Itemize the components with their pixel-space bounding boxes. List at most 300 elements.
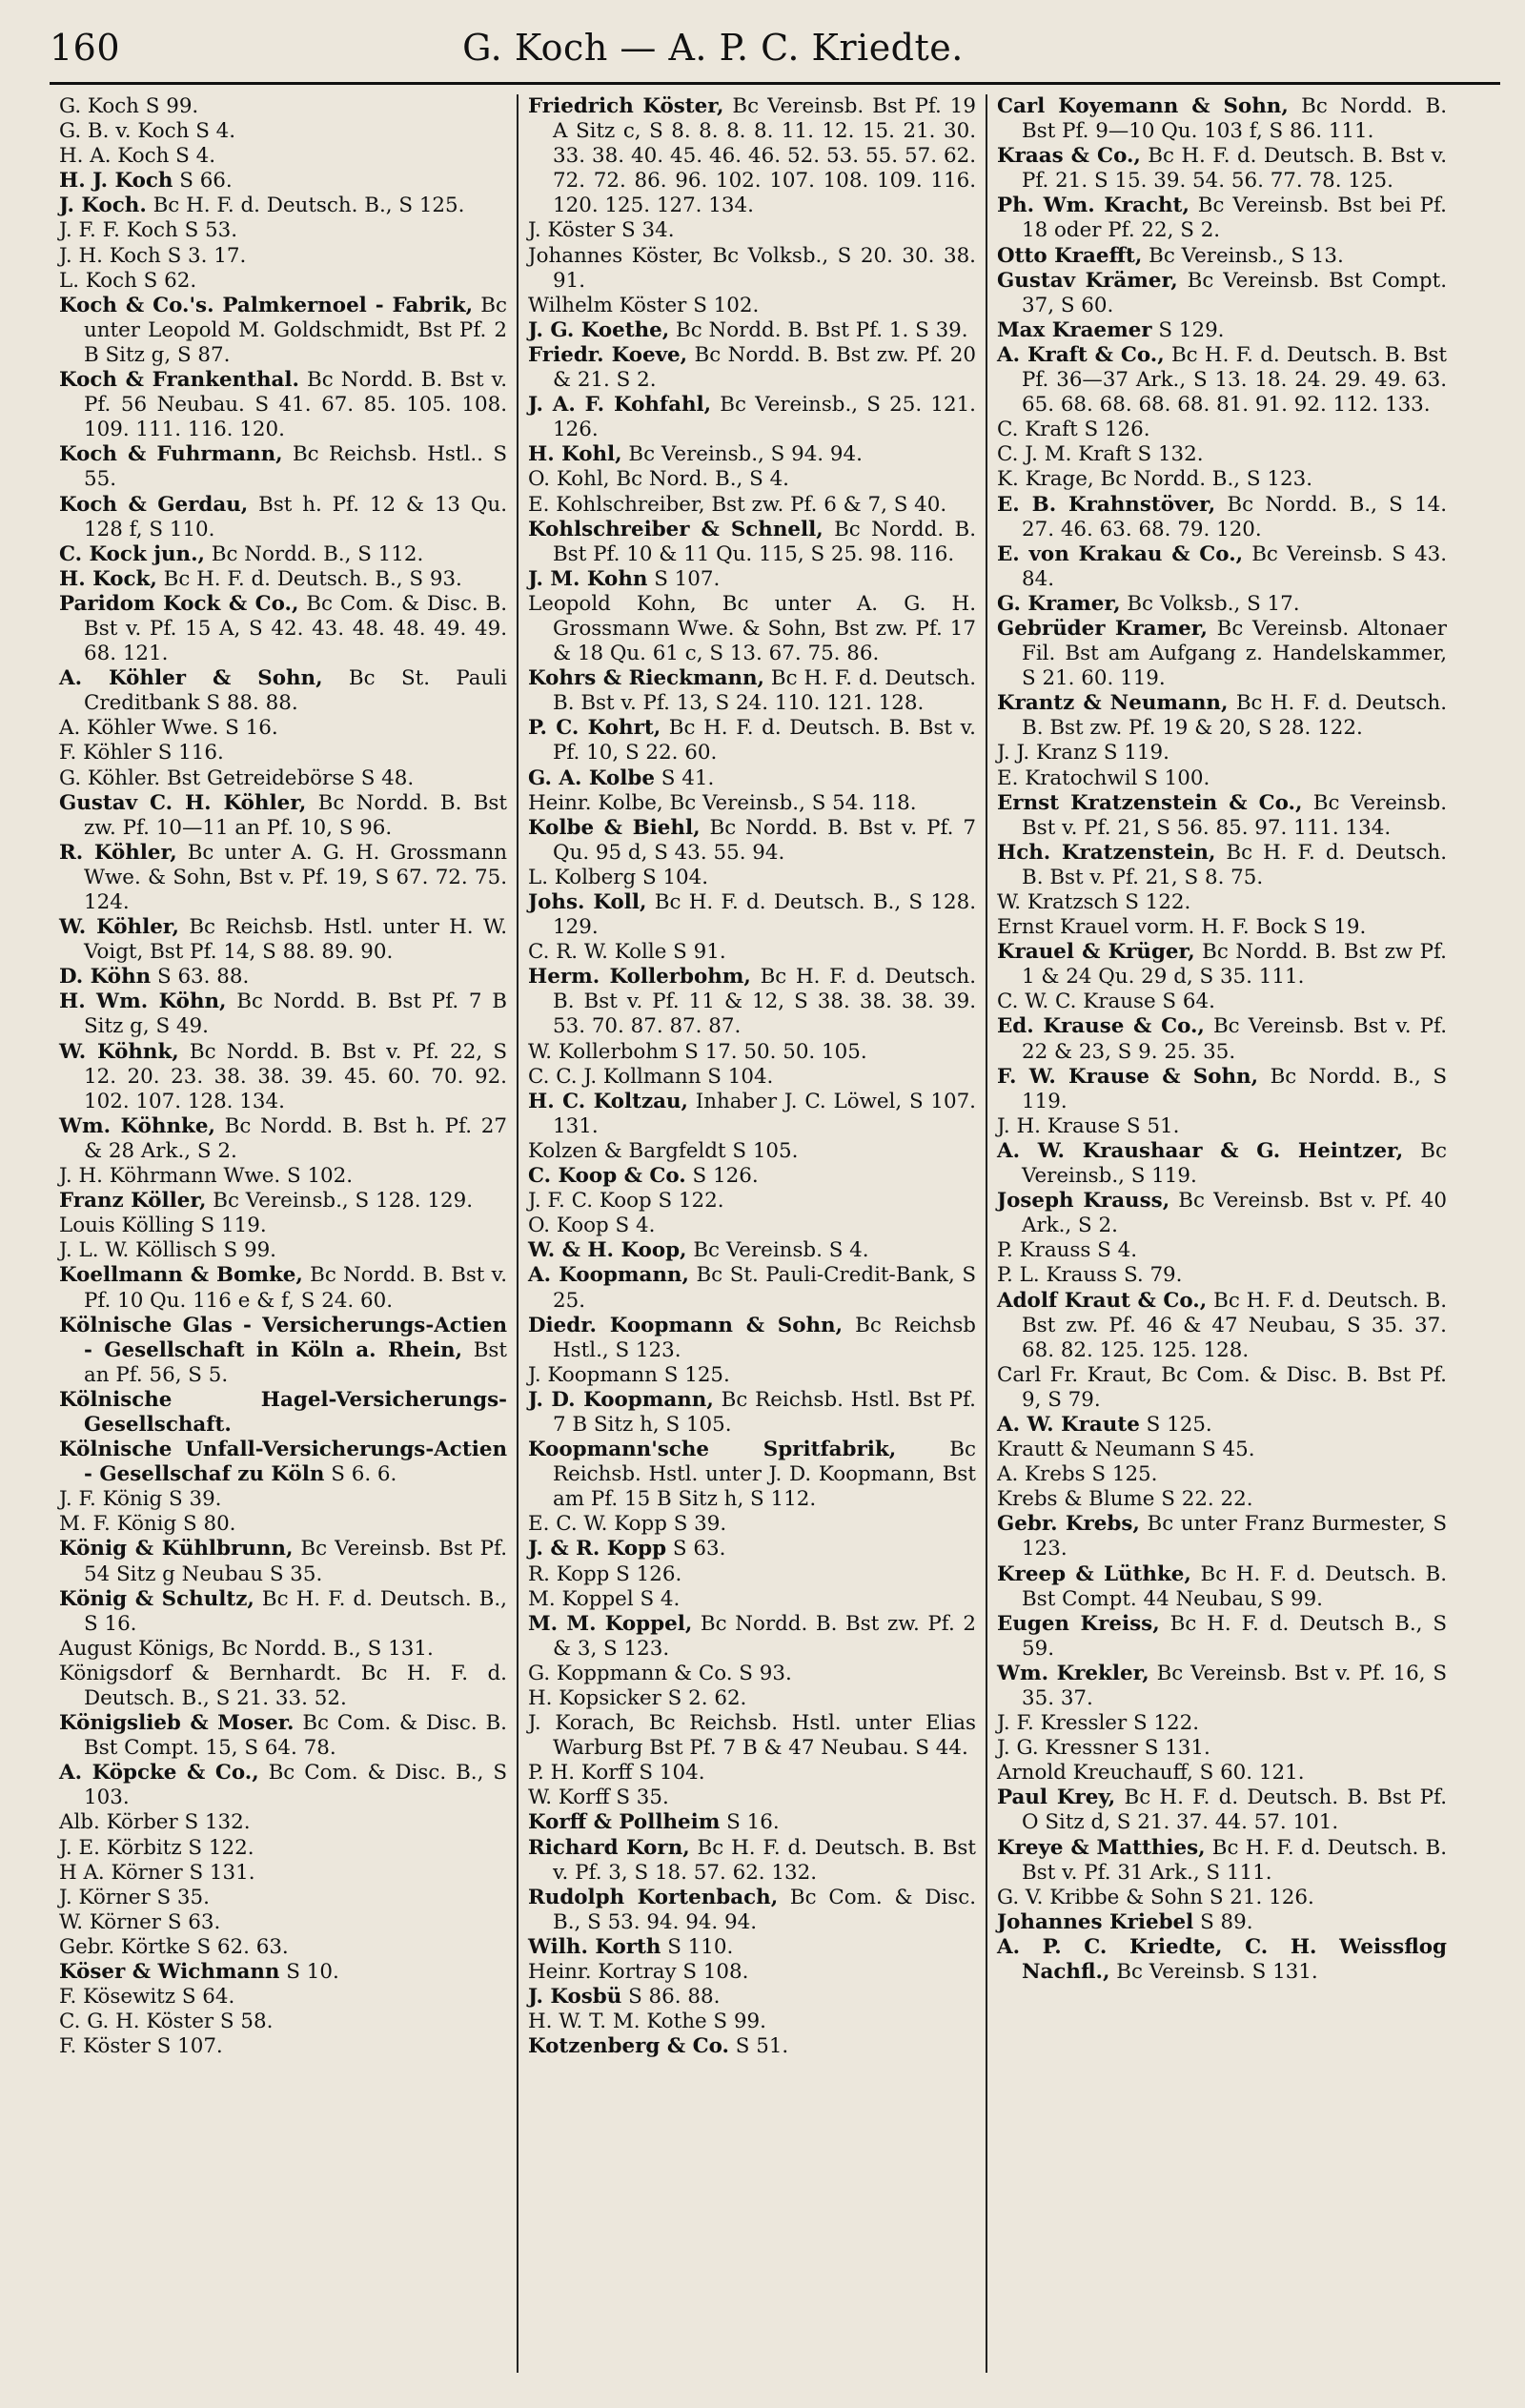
entry-name: Adolf Kraut & Co., bbox=[997, 1288, 1208, 1313]
entry-name: H. Kock, bbox=[59, 566, 157, 591]
entry-details: Leopold Kohn, Bc unter A. G. H. Grossmann Wwe. & Sohn, Bst zw. Pf. 17 & 18 Qu. 61 c, S 13. 67. 75. 86. bbox=[528, 591, 976, 666]
directory-entry bbox=[528, 1189, 976, 1214]
entry-details: S 66. bbox=[173, 169, 233, 194]
entry-name: Gebr. Krebs, bbox=[997, 1512, 1140, 1537]
entry-details: Bc Reichsb. Hstl.. S 55. bbox=[84, 442, 507, 492]
entry-details: Bc St. Pauli-Credit-Bank, S 25. bbox=[553, 1263, 976, 1313]
directory-entry bbox=[528, 2010, 976, 2034]
entry-details: J. F. König S 39. bbox=[59, 1487, 222, 1512]
entry-name: Kölnische Unfall-Versicherungs-Actien - Gesellschaf zu Köln bbox=[59, 1438, 507, 1487]
entry-details: S 63. 88. bbox=[151, 965, 250, 990]
entry-details: S 41. bbox=[654, 765, 715, 790]
directory-entry bbox=[528, 1314, 976, 1363]
entry-details: Bc Vereinsb. Bst v. Pf. 40 Ark., S 2. bbox=[1022, 1189, 1448, 1238]
entry-name: Köser & Wichmann bbox=[59, 1960, 280, 1985]
directory-entry bbox=[997, 1263, 1447, 1288]
entry-name: Otto Kraefft, bbox=[997, 243, 1143, 268]
directory-entry bbox=[59, 1810, 507, 1835]
entry-name: J. D. Koopmann, bbox=[528, 1387, 714, 1412]
entry-name: Kreep & Lüthke, bbox=[997, 1561, 1191, 1586]
entry-details: Bc Vereinsb. Bst Pf. 19 A Sitz c, S 8. 8. 8. 8. 11. 12. 15. 21. 30. 33. 38. 40. 45. 46. 46. 52. 53. 55. 57. 62. 72. 72. 86. 96. 102. 107. 108. 109. 116. 120. 125. 127. 134. bbox=[553, 94, 976, 218]
entry-name: Krauel & Krüger, bbox=[997, 940, 1195, 965]
directory-entry bbox=[997, 791, 1447, 841]
entry-details: J. F. F. Koch S 53. bbox=[59, 218, 238, 243]
entry-details: Heinr. Kolbe, Bc Vereinsb., S 54. 118. bbox=[528, 790, 917, 815]
directory-entry bbox=[997, 617, 1447, 691]
directory-entry bbox=[528, 1388, 976, 1438]
entry-details: Bc Nordd. B. Bst Pf. 10 & 11 Qu. 115, S 25. 98. 116. bbox=[553, 517, 976, 566]
entry-name: P. C. Kohrt, bbox=[528, 716, 661, 741]
directory-entry bbox=[997, 244, 1447, 269]
entry-name: A. W. Kraushaar & G. Heintzer, bbox=[997, 1138, 1404, 1163]
entry-details: G. B. v. Koch S 4. bbox=[59, 119, 236, 144]
directory-entry bbox=[528, 393, 976, 442]
entry-name: H. Wm. Köhn, bbox=[59, 990, 227, 1014]
entry-details: S 110. bbox=[661, 1934, 734, 1959]
entry-details: Gebr. Körtke S 62. 63. bbox=[59, 1934, 289, 1959]
entry-details: W. Korff S 35. bbox=[528, 1786, 669, 1810]
entry-details: Bc Nordd. B. Bst zw. Pf. 20 & 21. S 2. bbox=[553, 342, 976, 393]
entry-details: Arnold Kreuchauff, S 60. 121. bbox=[997, 1761, 1305, 1786]
entry-name: H. J. Koch bbox=[59, 169, 173, 194]
entry-details: Bc H. F. d. Deutsch. B. Bst Compt. 44 Neubau, S 99. bbox=[1022, 1561, 1448, 1611]
entry-details: S 89. bbox=[1193, 1909, 1253, 1934]
entry-name: Ernst Kratzenstein & Co., bbox=[997, 790, 1303, 815]
entry-details: J. Körner S 35. bbox=[59, 1885, 210, 1909]
entry-details: Bc Nordd. B. Bst v. Pf. 7 Qu. 95 d, S 43. 55. 94. bbox=[553, 815, 976, 865]
directory-entry bbox=[59, 1512, 507, 1537]
directory-entry bbox=[997, 915, 1447, 940]
entry-details: J. H. Köhrmann Wwe. S 102. bbox=[59, 1164, 354, 1189]
directory-entry bbox=[528, 1761, 976, 1786]
entry-name: W. & H. Koop, bbox=[528, 1238, 687, 1263]
directory-entry bbox=[997, 1562, 1447, 1612]
directory-entry bbox=[528, 1090, 976, 1139]
directory-entry bbox=[528, 1612, 976, 1662]
entry-name: Rudolph Kortenbach, bbox=[528, 1885, 779, 1909]
directory-entry bbox=[528, 890, 976, 940]
directory-entry bbox=[997, 1139, 1447, 1189]
entry-name: W. Köhler, bbox=[59, 915, 179, 940]
entry-name: Korff & Pollheim bbox=[528, 1810, 721, 1835]
entry-details: Bc Nordd. B., S 112. bbox=[204, 541, 424, 566]
directory-entry bbox=[997, 766, 1447, 791]
directory-entry bbox=[59, 1388, 507, 1438]
entry-name: Kohrs & Rieckmann, bbox=[528, 666, 764, 691]
directory-entry bbox=[528, 1810, 976, 1835]
entry-details: C. R. W. Kolle S 91. bbox=[528, 940, 726, 965]
directory-entry bbox=[59, 1438, 507, 1487]
entry-name: G. Kramer, bbox=[997, 591, 1121, 616]
entry-name: Friedr. Koeve, bbox=[528, 342, 688, 367]
entry-details: L. Kolberg S 104. bbox=[528, 865, 709, 889]
entry-details: Bc Nordd. B. Bst v. Pf. 22, S 12. 20. 23. 38. 38. 39. 45. 60. 70. 92. 102. 107. 128. 134. bbox=[84, 1039, 507, 1113]
directory-entry bbox=[528, 218, 976, 243]
directory-entry bbox=[528, 1363, 976, 1388]
entry-name: A. Köhler & Sohn, bbox=[59, 666, 323, 691]
directory-entry bbox=[997, 1363, 1447, 1413]
directory-entry bbox=[528, 1438, 976, 1512]
entry-details: Bc H. F. d. Deutsch. B. Bst v. Pf. 31 Ark., S 111. bbox=[1022, 1835, 1448, 1885]
directory-entry bbox=[528, 94, 976, 218]
entry-details: Bc unter Franz Burmester, S 123. bbox=[1022, 1512, 1447, 1561]
directory-entry bbox=[997, 442, 1447, 467]
directory-entry bbox=[528, 1139, 976, 1164]
entry-name: Koch & Fuhrmann, bbox=[59, 442, 283, 467]
entry-details: J. E. Körbitz S 122. bbox=[59, 1835, 254, 1860]
entry-name: Kölnische Glas - Versicherungs-Actien - Gesellschaft in Köln a. Rhein, bbox=[59, 1313, 507, 1362]
entry-name: A. Koopmann, bbox=[528, 1263, 689, 1288]
entry-details: Bc Nordd. B. Bst Pf. 9—10 Qu. 103 f, S 86. 111. bbox=[1022, 94, 1447, 144]
entry-name: C. Koop & Co. bbox=[528, 1164, 686, 1189]
entry-name: Kölnische Hagel-Versicherungs-Gesellschaft. bbox=[59, 1387, 507, 1437]
directory-entry bbox=[59, 766, 507, 791]
directory-entry bbox=[997, 1462, 1447, 1487]
entry-details: Bc Vereinsb., S 13. bbox=[1142, 243, 1344, 268]
entry-details: Bc H. F. d. Deutsch. B., S 16. bbox=[84, 1586, 507, 1636]
directory-entry bbox=[59, 1836, 507, 1861]
directory-entry bbox=[59, 1114, 507, 1164]
entry-details: Bc H. F. d. Deutsch. B., S 125. bbox=[146, 194, 465, 218]
directory-entry bbox=[528, 467, 976, 492]
entry-name: Koopmann'sche Spritfabrik, bbox=[528, 1438, 897, 1462]
entry-details: Bc H. F. d. Deutsch. B. Bst v. Pf. 21, S 8. 75. bbox=[1022, 840, 1448, 889]
directory-entry bbox=[59, 1935, 507, 1960]
entry-details: G. V. Kribbe & Sohn S 21. 126. bbox=[997, 1885, 1314, 1909]
column-1 bbox=[50, 94, 518, 2373]
entry-details: Bc H. F. d. Deutsch. B. Bst zw. Pf. 19 & 20, S 28. 122. bbox=[1022, 691, 1447, 741]
entry-details: C. Kraft S 126. bbox=[997, 418, 1150, 442]
entry-details: Krautt & Neumann S 45. bbox=[997, 1438, 1255, 1462]
entry-details: S 107. bbox=[647, 566, 721, 591]
entry-name: Wm. Krekler, bbox=[997, 1661, 1149, 1685]
entry-name: Joseph Krauss, bbox=[997, 1189, 1170, 1214]
entry-details: Bc Vereinsb. S 43. 84. bbox=[1022, 541, 1447, 591]
entry-details: Bc Reichsb. Hstl. Bst Pf. 7 B Sitz h, S 105. bbox=[553, 1387, 976, 1437]
entry-name: Wm. Köhnke, bbox=[59, 1113, 215, 1138]
entry-name: C. Kock jun., bbox=[59, 541, 205, 566]
entry-details: J. L. W. Köllisch S 99. bbox=[59, 1238, 276, 1263]
entry-details: J. F. C. Koop S 122. bbox=[528, 1189, 724, 1214]
entry-name: Gebrüder Kramer, bbox=[997, 616, 1208, 641]
entry-details: Bc Vereinsb. S 4. bbox=[686, 1238, 869, 1263]
directory-entry bbox=[528, 493, 976, 518]
entry-details: K. Krage, Bc Nordd. B., S 123. bbox=[997, 467, 1312, 492]
directory-entry bbox=[997, 1761, 1447, 1786]
directory-entry bbox=[59, 567, 507, 592]
directory-entry bbox=[528, 716, 976, 765]
entry-details: Bc Nordd. B. Bst h. Pf. 27 & 28 Ark., S 2. bbox=[84, 1113, 507, 1163]
entry-details: L. Koch S 62. bbox=[59, 268, 197, 293]
entry-name: Johannes Kriebel bbox=[997, 1909, 1194, 1934]
entry-details: R. Kopp S 126. bbox=[528, 1561, 682, 1586]
directory-entry bbox=[59, 1040, 507, 1114]
directory-entry bbox=[528, 866, 976, 890]
directory-entry bbox=[59, 442, 507, 492]
entry-details: J. H. Koch S 3. 17. bbox=[59, 243, 247, 268]
directory-entry bbox=[997, 1114, 1447, 1139]
entry-details: Bc Vereinsb. Bst bei Pf. 18 oder Pf. 22, S 2. bbox=[1022, 194, 1447, 243]
entry-details: C. W. C. Krause S 64. bbox=[997, 990, 1215, 1014]
directory-entry bbox=[59, 1910, 507, 1935]
entry-details: C. C. J. Kollmann S 104. bbox=[528, 1064, 774, 1089]
directory-entry bbox=[997, 1065, 1447, 1114]
entry-details: Bst h. Pf. 12 & 13 Qu. 128 f, S 110. bbox=[84, 492, 508, 541]
directory-entry bbox=[59, 1314, 507, 1388]
entry-details: G. Koch S 99. bbox=[59, 94, 199, 118]
directory-entry bbox=[59, 194, 507, 218]
directory-entry bbox=[59, 1263, 507, 1313]
entry-details: Bc Vereinsb. Bst v. Pf. 16, S 35. 37. bbox=[1022, 1661, 1447, 1710]
directory-entry bbox=[997, 1736, 1447, 1761]
entry-details: Bc Reichsb. Hstl. unter H. W. Voigt, Bst Pf. 14, S 88. 89. 90. bbox=[84, 915, 507, 965]
directory-entry bbox=[997, 1910, 1447, 1935]
directory-entry bbox=[528, 1512, 976, 1537]
entry-details: P. Krauss S 4. bbox=[997, 1238, 1138, 1263]
entry-details: M. F. König S 80. bbox=[59, 1512, 236, 1537]
entry-details: J. F. Kressler S 122. bbox=[997, 1711, 1200, 1736]
entry-details: J. G. Kressner S 131. bbox=[997, 1736, 1210, 1761]
entry-details: M. Koppel S 4. bbox=[528, 1586, 681, 1611]
directory-entry bbox=[59, 841, 507, 915]
entry-details: E. Kohlschreiber, Bst zw. Pf. 6 & 7, S 40. bbox=[528, 492, 947, 517]
entry-name: König & Schultz, bbox=[59, 1586, 254, 1611]
entry-details: Bc St. Pauli Creditbank S 88. 88. bbox=[84, 666, 507, 716]
directory-entry bbox=[59, 716, 507, 741]
entry-details: C. G. H. Köster S 58. bbox=[59, 2010, 274, 2034]
entry-details: F. Köhler S 116. bbox=[59, 741, 224, 765]
entry-name: Wilh. Korth bbox=[528, 1934, 661, 1959]
directory-entry bbox=[59, 94, 507, 119]
entry-name: Kohlschreiber & Schnell, bbox=[528, 517, 824, 541]
entry-name: Kotzenberg & Co. bbox=[528, 2034, 729, 2059]
running-title: G. Koch — A. P. C. Kriedte. bbox=[462, 27, 964, 69]
directory-entry bbox=[528, 1711, 976, 1761]
directory-entry bbox=[528, 1985, 976, 2010]
entry-details: W. Kratzsch S 122. bbox=[997, 890, 1191, 914]
entry-name: W. Köhnk, bbox=[59, 1039, 179, 1064]
entry-name: Paul Krey, bbox=[997, 1786, 1116, 1810]
entry-details: S 125. bbox=[1139, 1412, 1212, 1437]
entry-details: Bc Com. & Disc. B. Bst Compt. 15, S 64. 78. bbox=[84, 1711, 507, 1761]
directory-entry bbox=[59, 1238, 507, 1263]
entry-details: Bc H. F. d. Deutsch. B. Bst v. Pf. 10, S 22. 60. bbox=[553, 716, 976, 765]
directory-entry bbox=[528, 666, 976, 716]
directory-entry bbox=[997, 542, 1447, 592]
directory-entry bbox=[997, 1438, 1447, 1462]
directory-columns bbox=[50, 94, 1500, 2373]
directory-entry bbox=[59, 169, 507, 194]
entry-name: H. Kohl, bbox=[528, 442, 622, 467]
entry-details: Bc Nordd. B. Bst zw. Pf. 10—11 an Pf. 10, S 96. bbox=[84, 790, 507, 840]
directory-entry bbox=[528, 442, 976, 467]
directory-entry bbox=[59, 493, 507, 542]
entry-name: E. von Krakau & Co., bbox=[997, 541, 1244, 566]
directory-entry bbox=[997, 1935, 1447, 1985]
directory-entry bbox=[59, 218, 507, 243]
entry-details: Königsdorf & Bernhardt. Bc H. F. d. Deutsch. B., S 21. 33. 52. bbox=[59, 1661, 507, 1710]
directory-entry bbox=[997, 94, 1447, 144]
entry-name: J. G. Koethe, bbox=[528, 317, 670, 342]
entry-details: Bc Nordd. B. Bst Pf. 7 B Sitz g, S 49. bbox=[84, 990, 507, 1039]
directory-entry bbox=[59, 1761, 507, 1810]
directory-entry bbox=[528, 294, 976, 318]
entry-details: F. Köster S 107. bbox=[59, 2034, 223, 2059]
page-number: 160 bbox=[50, 27, 121, 69]
entry-name: J. & R. Kopp bbox=[528, 1537, 667, 1561]
entry-name: Hch. Kratzenstein, bbox=[997, 840, 1216, 865]
entry-name: Koch & Co.'s. Palmkernoel - Fabrik, bbox=[59, 293, 474, 317]
directory-entry bbox=[997, 1612, 1447, 1662]
entry-details: O. Koop S 4. bbox=[528, 1214, 656, 1238]
directory-entry bbox=[59, 269, 507, 294]
directory-entry bbox=[59, 990, 507, 1039]
directory-entry bbox=[59, 1985, 507, 2010]
entry-name: Kreye & Matthies, bbox=[997, 1835, 1206, 1860]
entry-name: D. Köhn bbox=[59, 965, 152, 990]
directory-entry bbox=[59, 119, 507, 144]
entry-details: W. Körner S 63. bbox=[59, 1909, 221, 1934]
directory-entry bbox=[59, 144, 507, 169]
column-2 bbox=[518, 94, 987, 2373]
entry-name: A. W. Kraute bbox=[997, 1412, 1140, 1437]
entry-name: J. Kosbü bbox=[528, 1985, 622, 2010]
directory-entry bbox=[997, 841, 1447, 890]
entry-details: Carl Fr. Kraut, Bc Com. & Disc. B. Bst Pf. 9, S 79. bbox=[997, 1362, 1447, 1412]
directory-entry bbox=[997, 940, 1447, 990]
entry-details: G. Koppmann & Co. S 93. bbox=[528, 1661, 792, 1685]
entry-details: Bc H. F. d. Deutsch. B. Bst v. Pf. 21. S 15. 39. 54. 56. 77. 78. 125. bbox=[1022, 144, 1447, 194]
directory-entry bbox=[59, 1164, 507, 1189]
entry-details: C. J. M. Kraft S 132. bbox=[997, 442, 1204, 467]
directory-entry bbox=[59, 1637, 507, 1662]
entry-name: Herm. Kollerbohm, bbox=[528, 965, 751, 990]
entry-details: Bc Vereinsb. Bst v. Pf. 21, S 56. 85. 97. 111. 134. bbox=[1022, 790, 1447, 840]
directory-entry bbox=[59, 294, 507, 368]
entry-details: Kolzen & Bargfeldt S 105. bbox=[528, 1138, 799, 1163]
directory-entry bbox=[59, 2034, 507, 2059]
entry-name: Johs. Koll, bbox=[528, 890, 647, 914]
entry-details: Bc Vereinsb. Bst v. Pf. 22 & 23, S 9. 25. 35. bbox=[1022, 1014, 1447, 1064]
entry-details: Bc Nordd. B. Bst v. Pf. 56 Neubau. S 41. 67. 85. 105. 108. 109. 111. 116. 120. bbox=[84, 368, 508, 442]
entry-details: Bc Nordd. B. Bst Pf. 1. S 39. bbox=[669, 317, 968, 342]
directory-entry bbox=[59, 542, 507, 567]
directory-entry bbox=[59, 244, 507, 269]
entry-details: Inhaber J. C. Löwel, S 107. 131. bbox=[553, 1089, 976, 1138]
directory-entry bbox=[997, 1014, 1447, 1064]
entry-name: Koch & Frankenthal. bbox=[59, 368, 299, 393]
directory-entry bbox=[997, 1886, 1447, 1910]
directory-entry bbox=[59, 1711, 507, 1761]
entry-name: Koch & Gerdau, bbox=[59, 492, 249, 517]
directory-entry bbox=[59, 368, 507, 442]
entry-details: Bc Reichsb Hstl., S 123. bbox=[553, 1313, 976, 1362]
entry-details: Ernst Krauel vorm. H. F. Bock S 19. bbox=[997, 915, 1367, 940]
entry-name: J. A. F. Kohfahl, bbox=[528, 393, 712, 418]
directory-entry bbox=[997, 1289, 1447, 1363]
entry-name: Ph. Wm. Kracht, bbox=[997, 194, 1190, 218]
entry-name: Franz Köller, bbox=[59, 1189, 207, 1214]
entry-details: Bc H. F. d. Deutsch B., S 59. bbox=[1022, 1611, 1447, 1661]
entry-name: Gustav Krämer, bbox=[997, 268, 1178, 293]
entry-details: Bc Volksb., S 17. bbox=[1120, 591, 1300, 616]
directory-entry bbox=[528, 1836, 976, 1886]
entry-details: Alb. Körber S 132. bbox=[59, 1810, 251, 1835]
directory-entry bbox=[59, 592, 507, 666]
directory-entry bbox=[528, 567, 976, 592]
directory-entry bbox=[528, 965, 976, 1039]
directory-entry bbox=[997, 741, 1447, 765]
entry-details: E. C. W. Kopp S 39. bbox=[528, 1512, 727, 1537]
entry-name: Eugen Kreiss, bbox=[997, 1611, 1160, 1636]
entry-details: Bc H. F. d. Deutsch. B. Bst v. Pf. 11 & 12, S 38. 38. 38. 39. 53. 70. 87. 87. 87. bbox=[553, 965, 976, 1039]
entry-name: Koellmann & Bomke, bbox=[59, 1263, 303, 1288]
directory-entry bbox=[59, 741, 507, 765]
directory-entry bbox=[528, 816, 976, 866]
directory-entry bbox=[59, 1861, 507, 1886]
directory-entry bbox=[528, 1786, 976, 1810]
entry-name: A. P. C. Kriedte, C. H. Weissflog Nachfl., bbox=[997, 1934, 1447, 1985]
entry-details: S 86. 88. bbox=[621, 1985, 721, 2010]
directory-entry bbox=[59, 1189, 507, 1214]
entry-details: Bc Vereinsb. S 131. bbox=[1109, 1960, 1318, 1985]
entry-details: J. J. Kranz S 119. bbox=[997, 741, 1169, 765]
directory-entry bbox=[997, 1487, 1447, 1512]
entry-details: Bc H. F. d. Deutsch. B. Bst v. Pf. 13, S 24. 110. 121. 128. bbox=[553, 666, 976, 716]
entry-details: Bc Com. & Disc. B., S 53. 94. 94. 94. bbox=[553, 1885, 976, 1934]
entry-details: Bc Vereinsb. Bst Compt. 37, S 60. bbox=[1022, 268, 1447, 317]
directory-entry bbox=[528, 940, 976, 965]
entry-details: S 6. 6. bbox=[324, 1462, 397, 1487]
entry-details: Bc H. F. d. Deutsch. B. Bst Pf. O Sitz d, S 21. 37. 44. 57. 101. bbox=[1022, 1786, 1447, 1835]
entry-details: J. Koopmann S 125. bbox=[528, 1362, 730, 1387]
directory-entry bbox=[528, 1960, 976, 1985]
entry-details: J. Köster S 34. bbox=[528, 218, 675, 243]
entry-details: Bc Vereinsb., S 119. bbox=[1022, 1138, 1447, 1189]
entry-details: H. A. Koch S 4. bbox=[59, 144, 216, 169]
entry-details: Bc Vereinsb., S 94. 94. bbox=[621, 442, 863, 467]
entry-name: Friedrich Köster, bbox=[528, 94, 724, 118]
entry-name: A. Köpcke & Co., bbox=[59, 1761, 259, 1786]
entry-name: A. Kraft & Co., bbox=[997, 342, 1165, 367]
directory-entry bbox=[528, 1537, 976, 1561]
entry-details: S 16. bbox=[720, 1810, 780, 1835]
entry-details: A. Krebs S 125. bbox=[997, 1462, 1158, 1487]
directory-entry bbox=[997, 1189, 1447, 1238]
entry-details: J. H. Krause S 51. bbox=[997, 1113, 1180, 1138]
entry-details: Bc Vereinsb. Altonaer Fil. Bst am Aufgang z. Handelskammer, S 21. 60. 119. bbox=[1022, 616, 1447, 691]
entry-details: Bc Nordd. B. Bst zw. Pf. 2 & 3, S 123. bbox=[553, 1611, 976, 1661]
entry-name: Gustav C. H. Köhler, bbox=[59, 790, 307, 815]
entry-details: Bc Com. & Disc. B. Bst v. Pf. 15 A, S 42. 43. 48. 48. 49. 49. 68. 121. bbox=[84, 591, 507, 666]
directory-entry bbox=[997, 1413, 1447, 1438]
entry-details: Bc Nordd. B. Bst v. Pf. 10 Qu. 116 e & f, S 24. 60. bbox=[84, 1263, 508, 1313]
column-3 bbox=[987, 94, 1456, 2373]
directory-entry bbox=[59, 1886, 507, 1910]
entry-details: Heinr. Kortray S 108. bbox=[528, 1960, 749, 1985]
entry-details: S 126. bbox=[685, 1164, 759, 1189]
entry-details: S 10. bbox=[279, 1960, 339, 1985]
entry-details: Krebs & Blume S 22. 22. bbox=[997, 1487, 1253, 1512]
entry-name: H. C. Koltzau, bbox=[528, 1089, 688, 1113]
directory-entry bbox=[528, 1935, 976, 1960]
entry-name: G. A. Kolbe bbox=[528, 765, 655, 790]
directory-entry bbox=[59, 791, 507, 841]
entry-details: August Königs, Bc Nordd. B., S 131. bbox=[59, 1636, 434, 1661]
entry-details: Wilhelm Köster S 102. bbox=[528, 293, 760, 317]
page-header bbox=[50, 27, 1500, 78]
entry-name: E. B. Krahnstöver, bbox=[997, 492, 1216, 517]
